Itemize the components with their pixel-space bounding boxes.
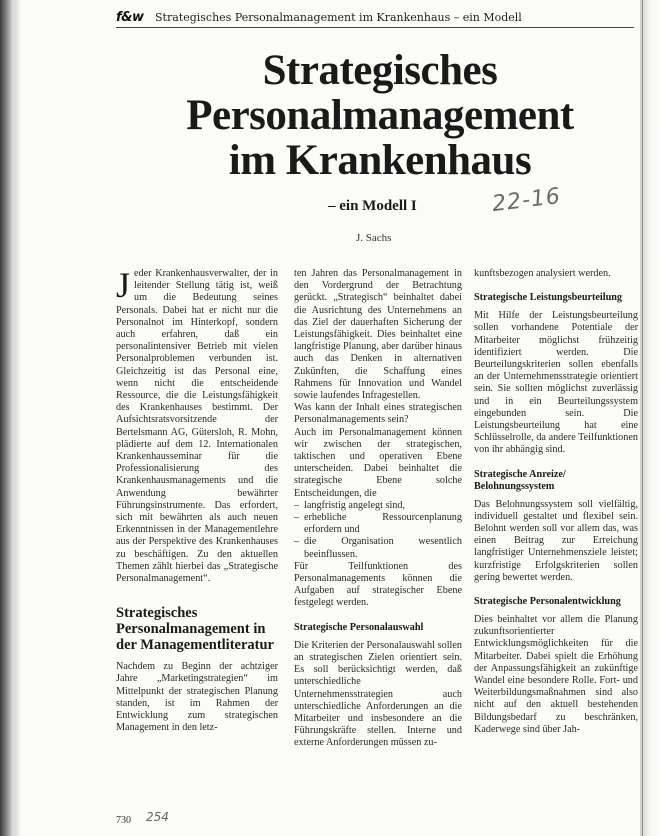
section-paragraph: Die Kriterien der Personalauswahl sollen an strategischen Zielen orientiert sein. Es soll berücksichtigt werden, daß unterschiedliche Unternehmensstrategien auch unterschiedliche Anforderungen an die Mitarbeiter und insbesondere an die Führungskräfte stellen. Interne und externe Anforderungen müssen zu- bbox=[294, 639, 462, 749]
section-heading-belohnungssystem: Strategische Anreize/ Belohnungssystem bbox=[474, 468, 566, 492]
page-number: 730 bbox=[116, 815, 131, 826]
section-heading-personalentwicklung: Strategische Personalentwicklung bbox=[474, 596, 621, 608]
section-paragraph: Das Belohnungssystem soll vielfältig, individuell gestaltet und flexibel sein. Belohnt werden soll vor allem das, was einen Beitrag zur Erreichung langfristiger Unternehmensziele leistet; kurzfristige Erfolgskriterien sollen gering bewertet werden. bbox=[474, 498, 638, 583]
text-column-1 bbox=[116, 265, 278, 735]
intro-paragraph bbox=[116, 265, 278, 585]
section-paragraph: Nachdem zu Beginn der achtziger Jahre „Marketingstrategien“ im Mittelpunkt der strategischen Planung standen, ist im Rahmen der Entwicklung zum strategischen Management in den letz- bbox=[116, 661, 278, 734]
title-line-1: Strategisches bbox=[262, 47, 498, 94]
section-heading-literature: Strategisches Personalmanagement in der Managementliteratur bbox=[116, 605, 274, 654]
paragraph: Für Teilfunktionen des Personalmanagements können die Aufgaben auf strategischer Ebene festgelegt werden. bbox=[294, 560, 462, 609]
binding-shadow bbox=[0, 0, 14, 836]
running-title: Strategisches Personalmanagement im Krankenhaus – ein Modell bbox=[155, 11, 522, 24]
section-heading-personalauswahl: Strategische Personalauswahl bbox=[294, 621, 424, 633]
drop-cap: J bbox=[116, 265, 131, 305]
author-name: J. Sachs bbox=[356, 232, 392, 244]
text-column-2 bbox=[294, 268, 462, 750]
section-heading-leistungsbeurteilung: Strategische Leistungsbeurteilung bbox=[474, 292, 623, 304]
paragraph: ten Jahren das Personalmanagement in den Vordergrund der Betrachtung gerückt. „Strategisch“ beinhaltet dabei die Ausrichtung des Unternehmens an das Ziel der dauerhaften Sicherung der Leistungsfähigkeit. Dies beinhaltet eine langfristige Planung, aber darüber hinaus auch das Denken in alternativen Zukünften, die Schaffung eines Rahmens für Innovation und Wandel sowie laufendes Infragestellen. bbox=[294, 268, 462, 402]
list-item: – erhebliche Ressourcenplanung erfordern und bbox=[294, 512, 462, 536]
article-title bbox=[120, 48, 640, 183]
paragraph: Was kann der Inhalt eines strategischen Personalmanagements sein? bbox=[294, 402, 462, 426]
paragraph: Auch im Personalmanagement können wir zwischen der strategischen, taktischen und operativen Ebene unterscheiden. Dabei beinhaltet die strategische Ebene solche Entscheidungen, die bbox=[294, 426, 462, 499]
page-edge bbox=[14, 0, 20, 836]
list-item: – langfristig angelegt sind, bbox=[294, 500, 462, 512]
handwritten-page-number: 254 bbox=[146, 810, 169, 824]
text-column-3 bbox=[474, 268, 638, 736]
journal-logo: f&w bbox=[116, 10, 144, 25]
running-header bbox=[116, 10, 636, 28]
section-paragraph: Mit Hilfe der Leistungsbeurteilung sollen vorhandene Potentiale der Mitarbeiter möglichst frühzeitig identifiziert werden. Die Beurteilungskriterien sollen ebenfalls an der Unternehmensstrategie orientiert sein. Sie sollten möglichst zuverlässig und in ein Beurteilungssystem eingebunden sein. Die Leistungsbeurteilung hat eine Schlüsselrolle, da andere Teilfunktionen von ihr abhängig sind. bbox=[474, 310, 638, 456]
header-rule bbox=[116, 27, 634, 28]
paragraph: kunftsbezogen analysiert werden. bbox=[474, 268, 611, 279]
right-page-margin bbox=[640, 0, 663, 836]
list-item: – die Organisation wesentlich beeinflussen. bbox=[294, 536, 462, 560]
handwritten-note: 22-16 bbox=[490, 183, 563, 218]
title-line-2: Personalmanagement bbox=[186, 92, 574, 139]
title-line-3: im Krankenhaus bbox=[228, 137, 532, 184]
section-paragraph: Dies beinhaltet vor allem die Planung zukunftsorientierter Entwicklungsmöglichkeiten für die Mitarbeiter. Dabei spielt die Erhöhung der Anpassungsfähigkeit an zukünftige Wandel eine besondere Rolle. Fort- und Weiterbildungsmaßnahmen sind also nicht auf den aktuell bestehenden Bildungsbedarf zu beschränken, Kaderwege sind über Jah- bbox=[474, 614, 638, 735]
criteria-list bbox=[294, 500, 462, 561]
article-subtitle: – ein Modell I bbox=[328, 198, 417, 214]
intro-text: eder Krankenhausverwalter, der in leitender Stellung tätig ist, weiß um die Bedeutung seines Personals. Dabei hat er nicht nur die Personalnot im Hinterkopf, sondern auch erfahren, daß ein personalintensiver Betrieb mit vielen Personalproblemen verbunden ist. Gleichzeitig ist das Personal eine, wenn nicht die entscheidende Ressource, die die Leistungsfähigkeit des Krankenhauses bestimmt. Der Aufsichtsratsvorsitzende der Bertelsmann AG, Gütersloh, R. Mohn, plädierte auf dem 12. Internationalen Krankenhausseminar für die Professionalisierung des Krankenhausmanagements und die Anwendung bewährter Führungsinstrumente. Das erfordert, sich mit bewährten als auch neuen Erkenntnissen in der Managementlehre aus der Perspektive des Krankenhauses zu beschäftigen. Zu den aktuellen Themen zählt hierbei das „Strategische Personalmanagement“. bbox=[116, 268, 278, 585]
page-border-line bbox=[642, 0, 643, 836]
